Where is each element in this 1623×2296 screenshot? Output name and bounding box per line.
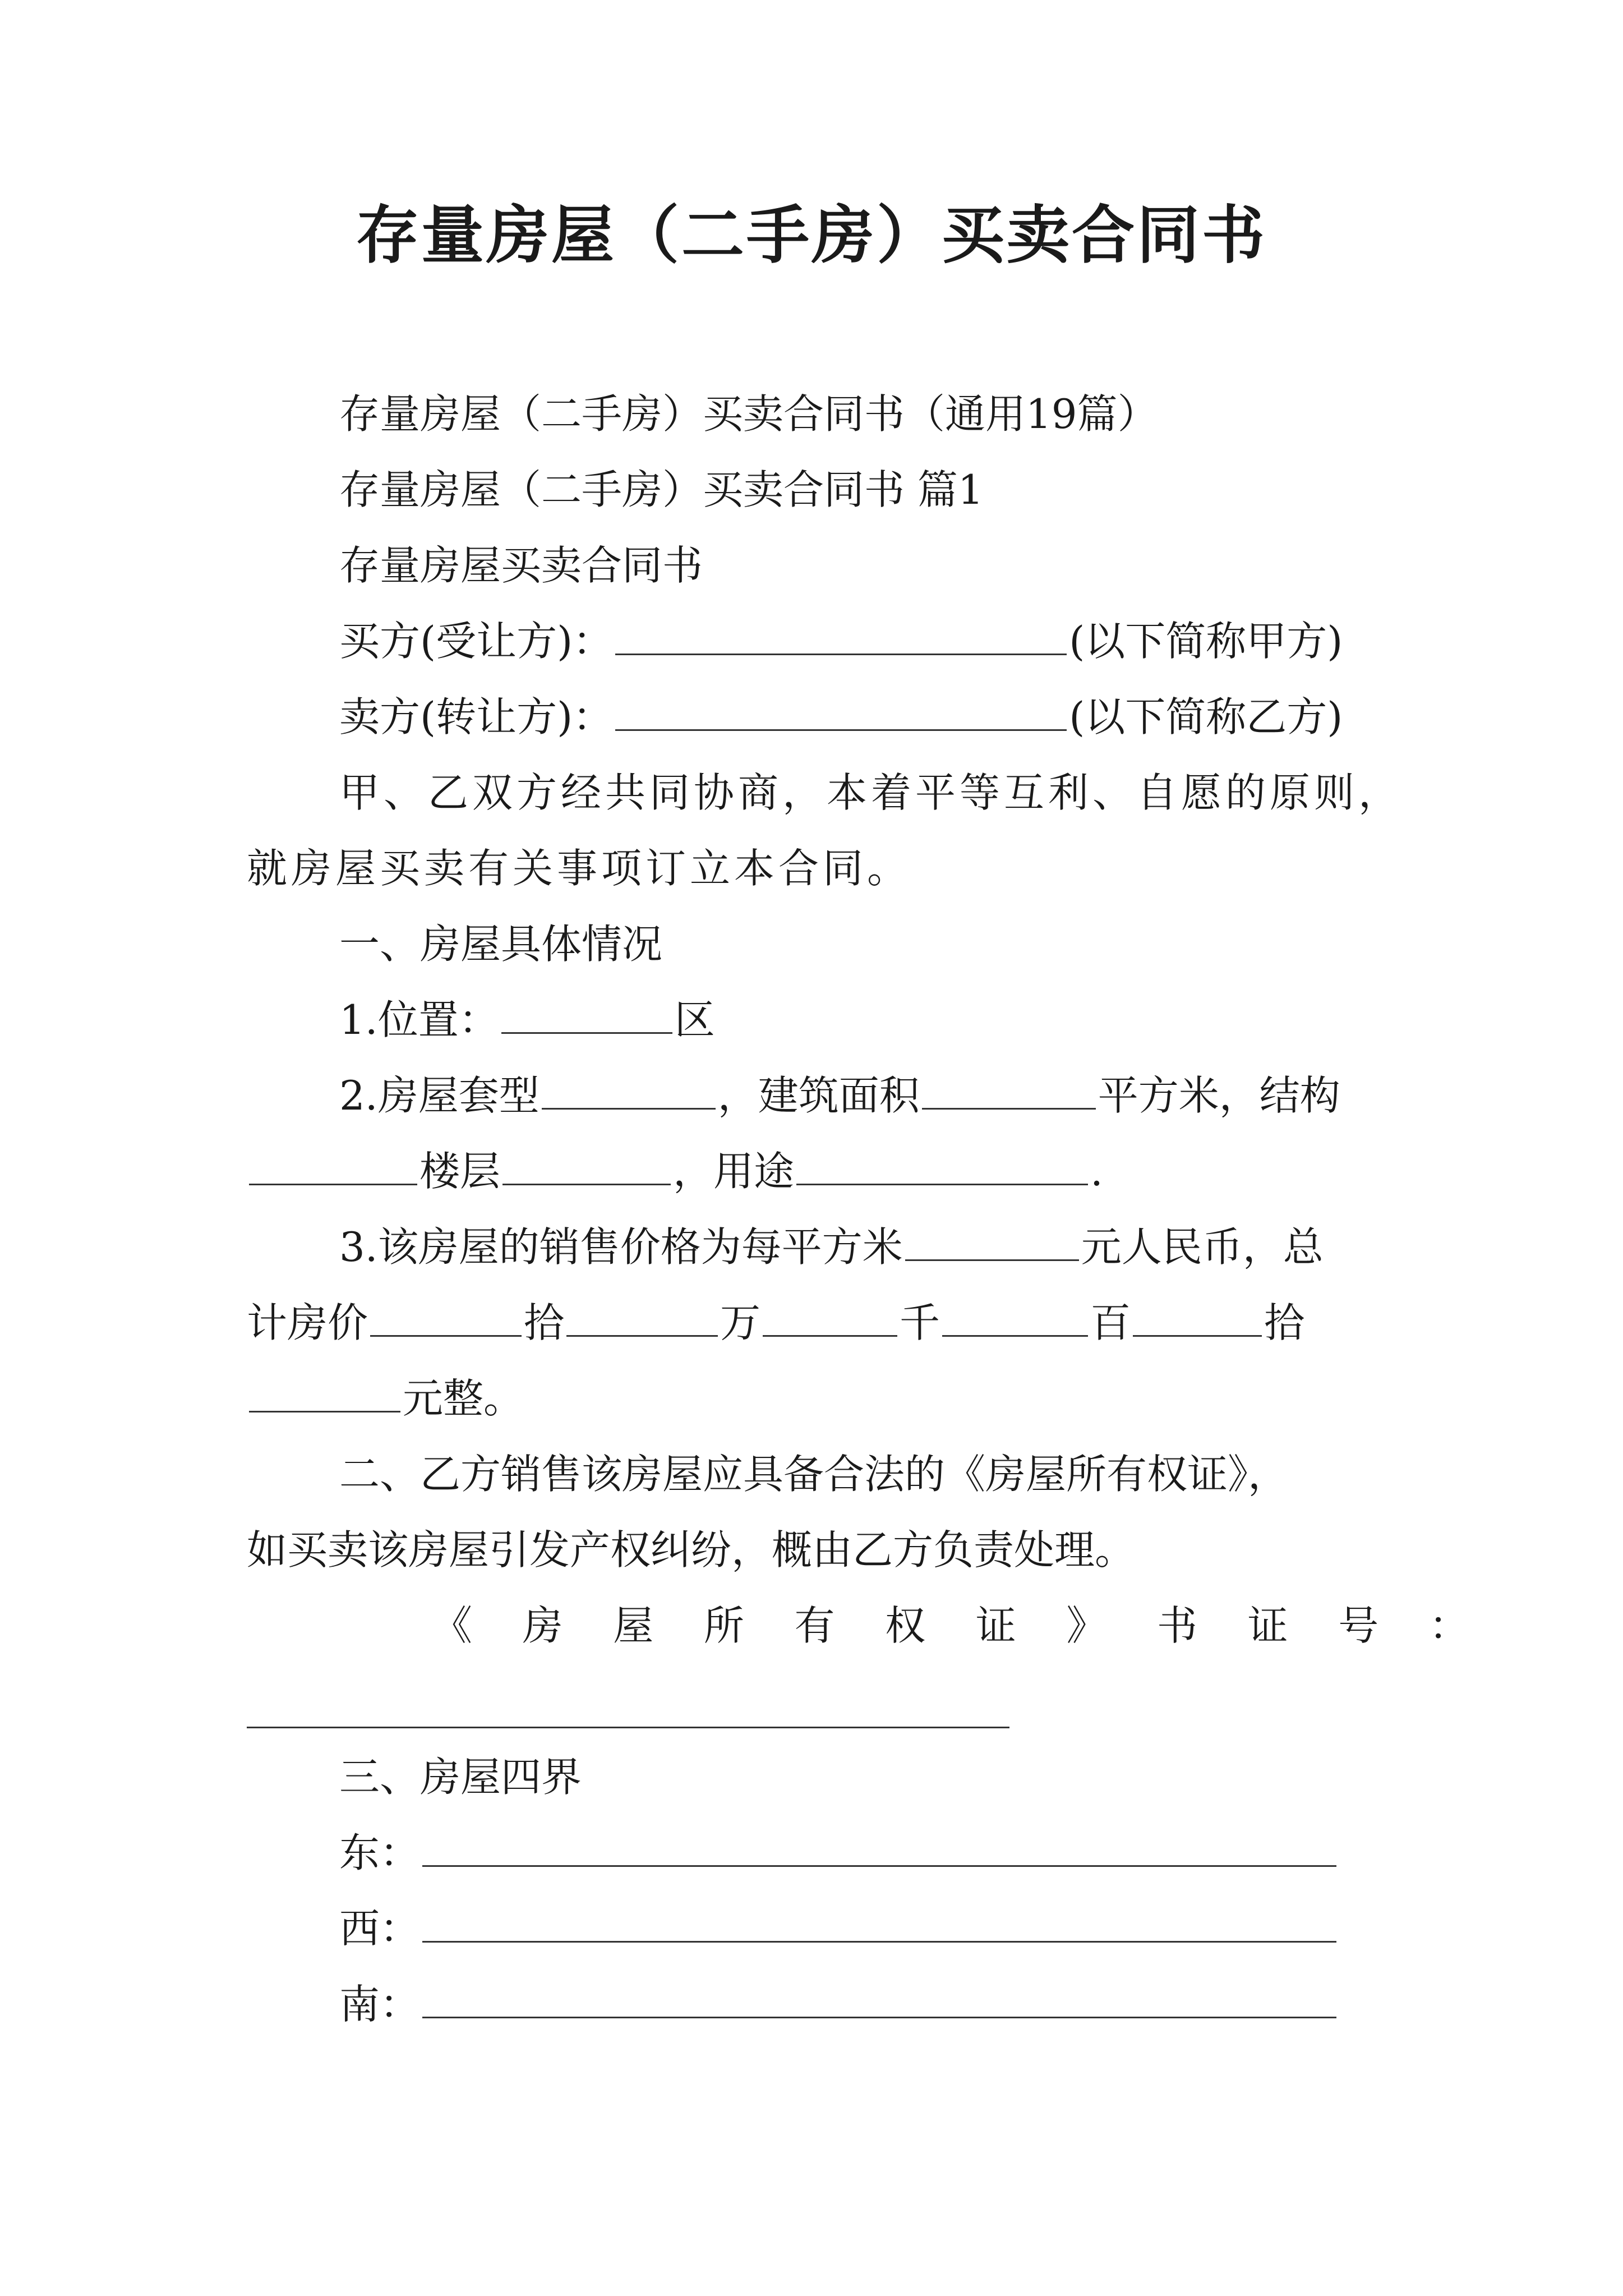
- unit-shi-1: 拾: [524, 1299, 565, 1346]
- cert-char: 屋: [613, 1602, 654, 1649]
- structure-label: 平方米，结构: [1098, 1072, 1340, 1119]
- seller-blank[interactable]: [615, 691, 1067, 731]
- district-suffix: 区: [674, 996, 715, 1043]
- unit-qian: 千: [900, 1299, 940, 1346]
- wan-blank[interactable]: [566, 1297, 718, 1337]
- price-line-1: [339, 1219, 1324, 1275]
- total-price-line: [247, 1295, 1304, 1351]
- shi-wan-blank[interactable]: [370, 1297, 522, 1337]
- south-blank[interactable]: [422, 1978, 1336, 2018]
- west-blank[interactable]: [422, 1903, 1336, 1943]
- cert-char: 证: [975, 1602, 1016, 1649]
- section-2-line-2: 如买卖该房屋引发产权纠纷，概由乙方负责处理。: [247, 1526, 1136, 1573]
- cert-char: 所: [703, 1602, 744, 1649]
- unit-price-label: 3.该房屋的销售价格为每平方米: [339, 1223, 903, 1271]
- cert-char: 有: [794, 1602, 835, 1649]
- unit-shi-2: 拾: [1264, 1299, 1305, 1346]
- cert-char: 证: [1247, 1602, 1288, 1649]
- cert-char: 》: [1066, 1602, 1107, 1649]
- buyer-suffix: (以下简称甲方): [1069, 618, 1343, 665]
- subtitle-line: 存量房屋（二手房）买卖合同书（通用19篇）: [339, 390, 1158, 438]
- intro-line-1: 甲、乙双方经共同协商，本着平等互利、自愿的原则，: [339, 769, 1403, 816]
- cert-char: ：: [1428, 1602, 1469, 1649]
- district-blank[interactable]: [501, 994, 672, 1034]
- qian-blank[interactable]: [763, 1297, 897, 1337]
- shi-blank[interactable]: [1133, 1297, 1262, 1337]
- west-boundary-line: [339, 1901, 1339, 1957]
- cert-char: 号: [1338, 1602, 1379, 1649]
- seller-label: 卖方(转让方)：: [339, 693, 614, 740]
- house-type-blank[interactable]: [542, 1070, 716, 1110]
- certificate-label: [432, 1598, 1469, 1654]
- south-boundary-line: [339, 1976, 1339, 2032]
- yuan-blank[interactable]: [249, 1373, 400, 1412]
- cert-char: 《: [432, 1602, 473, 1649]
- seller-suffix: (以下简称乙方): [1069, 693, 1343, 740]
- bai-blank[interactable]: [942, 1297, 1088, 1337]
- unit-price-blank[interactable]: [905, 1221, 1079, 1261]
- buyer-blank[interactable]: [615, 615, 1067, 655]
- seller-line: [339, 689, 1343, 745]
- document-title: 存量房屋（二手房）买卖合同书: [356, 199, 1267, 272]
- floor-label: 楼层: [419, 1148, 501, 1195]
- east-label: 东：: [339, 1829, 421, 1876]
- west-label: 西：: [339, 1905, 421, 1952]
- period: .: [1090, 1148, 1103, 1195]
- usage-label: ，用途: [673, 1148, 795, 1195]
- certificate-number-line: [432, 1598, 1469, 1654]
- cert-char: 房: [522, 1602, 563, 1649]
- structure-blank[interactable]: [249, 1145, 417, 1185]
- house-type-line: [339, 1068, 1340, 1124]
- area-label: ，建筑面积: [717, 1072, 920, 1119]
- currency-label: 元人民币，总: [1081, 1223, 1324, 1271]
- article-heading: 存量房屋（二手房）买卖合同书 篇1: [339, 466, 984, 513]
- intro-line-2: 就房屋买卖有关事项订立本合同。: [247, 845, 912, 892]
- section-1-heading: 一、房屋具体情况: [339, 921, 663, 968]
- section-3-heading: 三、房屋四界: [339, 1754, 582, 1801]
- cert-char: 权: [885, 1602, 926, 1649]
- price-end-label: 元整。: [403, 1375, 524, 1422]
- cert-char: 书: [1157, 1602, 1198, 1649]
- buyer-line: [339, 613, 1343, 669]
- contract-name: 存量房屋买卖合同书: [339, 542, 703, 589]
- floor-use-line: [247, 1143, 1103, 1199]
- area-blank[interactable]: [922, 1070, 1096, 1110]
- floor-blank[interactable]: [502, 1145, 671, 1185]
- certificate-number-blank[interactable]: [247, 1727, 1009, 1728]
- section-2-line-1: 二、乙方销售该房屋应具备合法的《房屋所有权证》，: [339, 1451, 1289, 1498]
- unit-wan: 万: [720, 1299, 761, 1346]
- unit-bai: 百: [1090, 1299, 1131, 1346]
- east-boundary-line: [339, 1825, 1339, 1881]
- location-line: [339, 992, 715, 1048]
- south-label: 南：: [339, 1981, 421, 2028]
- east-blank[interactable]: [422, 1827, 1336, 1867]
- total-price-label: 计房价: [247, 1299, 368, 1346]
- house-type-label: 2.房屋套型: [339, 1072, 540, 1119]
- location-label: 1.位置：: [339, 996, 499, 1043]
- usage-blank[interactable]: [796, 1145, 1088, 1185]
- buyer-label: 买方(受让方)：: [339, 618, 614, 665]
- price-end-line: [247, 1370, 524, 1427]
